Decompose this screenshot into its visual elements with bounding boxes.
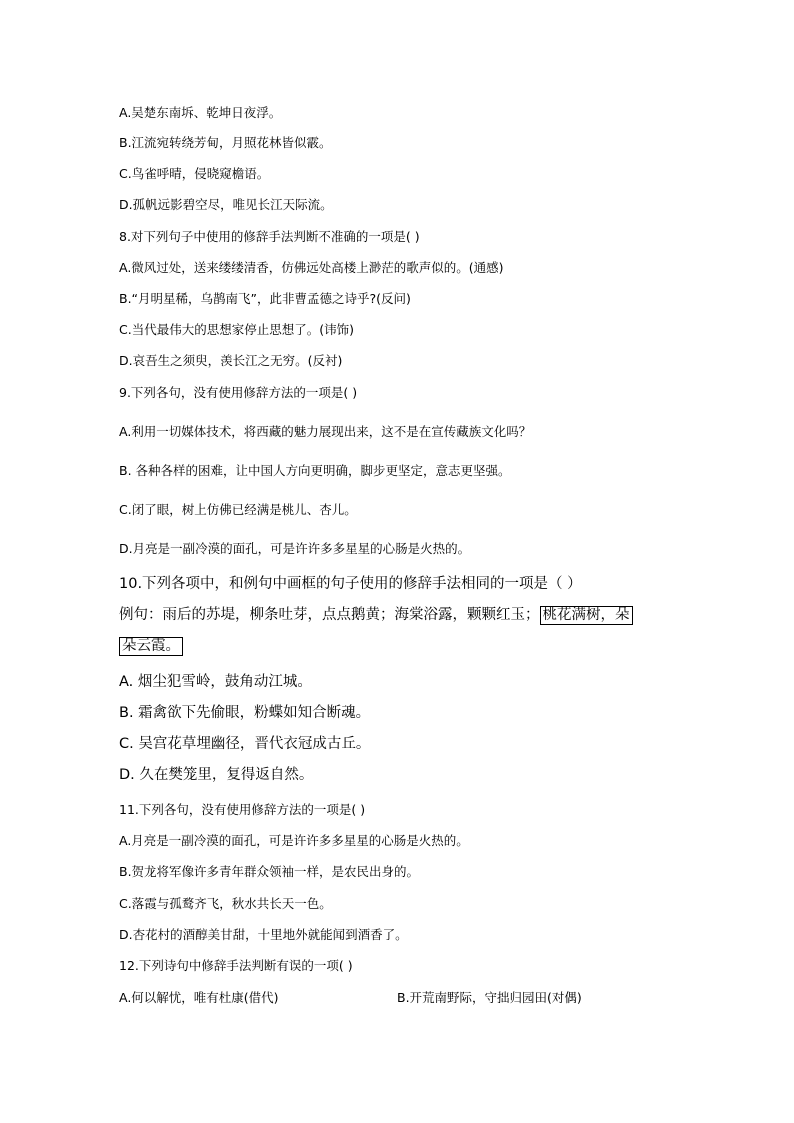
q9-stem: 9.下列各句，没有使用修辞方法的一项是( ) (119, 385, 358, 400)
q11-option-d: D.杏花村的酒醇美甘甜，十里地外就能闻到酒香了。 (119, 927, 408, 942)
q11-option-c: C.落霞与孤鹜齐飞，秋水共长天一色。 (119, 896, 332, 911)
q10-example-prefix: 例句：雨后的苏堤，柳条吐芽，点点鹅黄；海棠浴露，颗颗红玉； (119, 607, 540, 623)
q9-option-d: D.月亮是一副冷漠的面孔，可是许许多多星星的心肠是火热的。 (119, 541, 471, 556)
q12-option-b: B.开荒南野际，守拙归园田(对偶) (397, 990, 582, 1005)
q11-option-a: A.月亮是一副冷漠的面孔，可是许许多多星星的心肠是火热的。 (119, 833, 469, 848)
q8-option-c: C.当代最伟大的思想家停止思想了。(讳饰) (119, 322, 354, 337)
q11-stem: 11.下列各句，没有使用修辞方法的一项是( ) (119, 802, 366, 817)
q8-option-b: B.“月明星稀，乌鹊南飞”，此非曹孟德之诗乎?(反问) (119, 291, 411, 306)
q12-stem: 12.下列诗句中修辞手法判断有误的一项( ) (119, 958, 353, 973)
q10-example-boxed-1: 桃花满树，朵 (540, 606, 633, 625)
q8-option-a: A.微风过处，送来缕缕清香，仿佛远处高楼上渺茫的歌声似的。(通感) (119, 260, 504, 275)
q10-option-c: C. 吴宫花草埋幽径，晋代衣冠成古丘。 (119, 736, 371, 752)
q7-option-d: D.孤帆远影碧空尽，唯见长江天际流。 (119, 197, 333, 212)
q10-option-a: A. 烟尘犯雪岭，鼓角动江城。 (119, 674, 312, 690)
q10-stem: 10.下列各项中，和例句中画框的句子使用的修辞手法相同的一项是（ ） (119, 576, 582, 592)
q7-option-c: C.鸟雀呼晴，侵晓窥檐语。 (119, 166, 270, 181)
q9-option-b: B. 各种各样的困难，让中国人方向更明确，脚步更坚定，意志更坚强。 (119, 463, 511, 478)
q8-option-d: D.哀吾生之须臾，羡长江之无穷。(反衬) (119, 353, 343, 368)
q7-option-a: A.吴楚东南坼、乾坤日夜浮。 (119, 105, 282, 120)
q10-example (119, 606, 633, 624)
q11-option-b: B.贺龙将军像许多青年群众领袖一样，是农民出身的。 (119, 864, 420, 879)
q10-option-d: D. 久在樊笼里，复得返自然。 (119, 767, 314, 783)
q10-example-boxed-2: 朵云霞。 (119, 637, 183, 656)
q9-option-a: A.利用一切媒体技术，将西藏的魅力展现出来，这不是在宣传藏族文化吗？ (119, 424, 532, 439)
q12-option-a: A.何以解忧，唯有杜康(借代) (119, 990, 279, 1005)
q9-option-c: C.闭了眼，树上仿佛已经满是桃儿、杏儿。 (119, 502, 357, 517)
q10-example-cont (119, 637, 183, 655)
q10-option-b: B. 霜禽欲下先偷眼，粉蝶如知合断魂。 (119, 705, 371, 721)
q8-stem: 8.对下列句子中使用的修辞手法判断不准确的一项是( ) (119, 229, 420, 244)
q7-option-b: B.江流宛转绕芳甸，月照花林皆似霰。 (119, 135, 332, 150)
